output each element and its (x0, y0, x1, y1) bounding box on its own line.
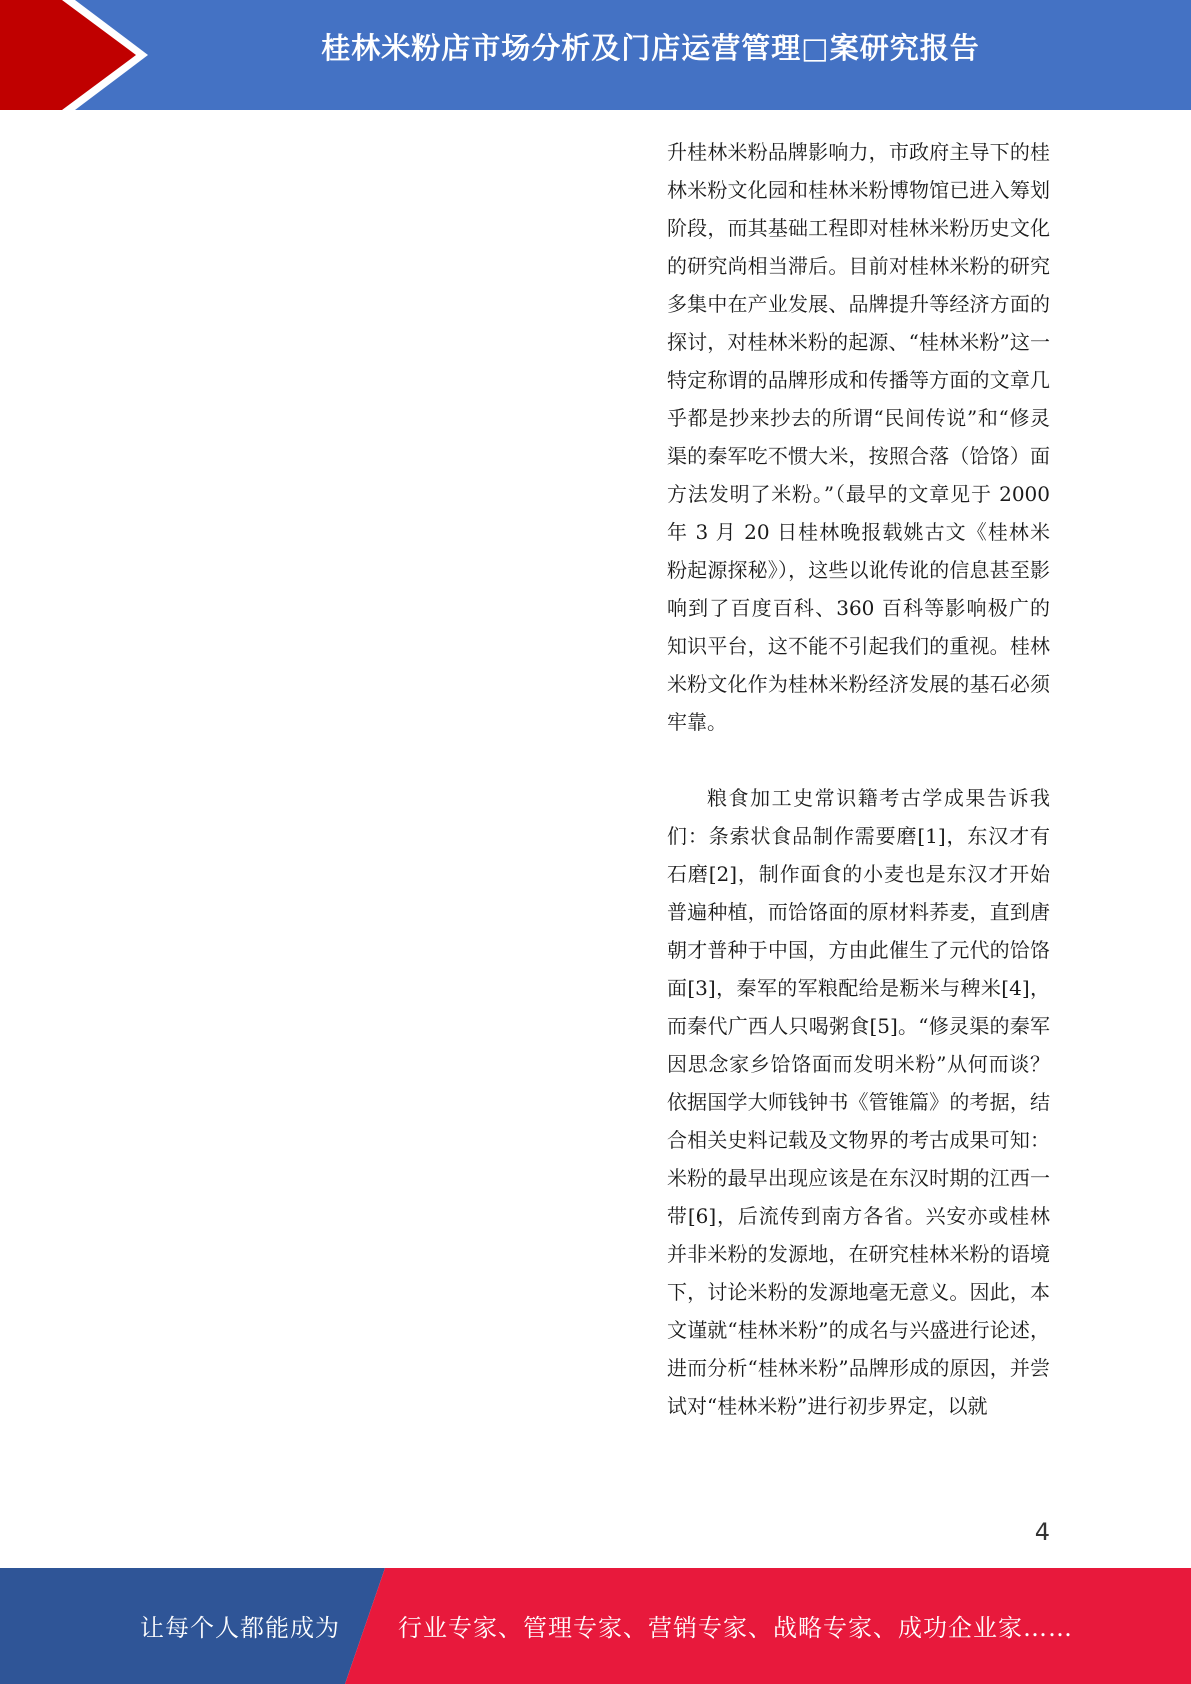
body-paragraph: 升桂林米粉品牌影响力，市政府主导下的桂林米粉文化园和桂林米粉博物馆已进入筹划阶段，而其基础工程即对桂林米粉历史文化的研究尚相当滞后。目前对桂林米粉的研究多集中在产业发展、品牌提升等经济方面的探讨，对桂林米粉的起源、“桂林米粉”这一特定称谓的品牌形成和传播等方面的文章几乎都是抄来抄去的所谓“民间传说”和“修灵渠的秦军吃不惯大米，按照合落（饸饹）面方法发明了米粉。”（最早的文章见于 2000 年 3 月 20 日桂林晚报载姚古文《桂林米粉起源探秘》），这些以讹传讹的信息甚至影响到了百度百科、360 百科等影响极广的知识平台，这不能不引起我们的重视。桂林米粉文化作为桂林米粉经济发展的基石必须牢靠。 (667, 140, 1050, 734)
page-header (0, 0, 1191, 110)
header-chevron-icon (0, 0, 160, 110)
main-content (667, 133, 1050, 1425)
footer-slogan-right: 行业专家、管理专家、营销专家、战略专家、成功企业家…… (398, 1614, 1073, 1642)
page-footer (0, 1568, 1191, 1684)
document-title: 桂林米粉店市场分析及门店运营管理□案研究报告 (321, 31, 980, 65)
page-number: 4 (1034, 1518, 1050, 1546)
body-paragraph: 粮食加工史常识籍考古学成果告诉我们：条索状食品制作需要磨[1]，东汉才有石磨[2]，制作面食的小麦也是东汉才开始普遍种植，而饸饹面的原材料荞麦，直到唐朝才普种于中国，方由此催生了元代的饸饹面[3]，秦军的军粮配给是粝米与稗米[4]，而秦代广西人只喝粥食[5]。“修灵渠的秦军因思念家乡饸饹面而发明米粉”从何而谈？依据国学大师钱钟书《管锥篇》的考据，结合相关史料记载及文物界的考古成果可知：米粉的最早出现应该是在东汉时期的江西一带[6]，后流传到南方各省。兴安亦或桂林并非米粉的发源地，在研究桂林米粉的语境下，讨论米粉的发源地毫无意义。因此，本文谨就“桂林米粉”的成名与兴盛进行论述，进而分析“桂林米粉”品牌形成的原因，并尝试对“桂林米粉”进行初步界定，以就 (667, 786, 1050, 1418)
footer-slogan-left: 让每个人都能成为 (140, 1614, 340, 1642)
